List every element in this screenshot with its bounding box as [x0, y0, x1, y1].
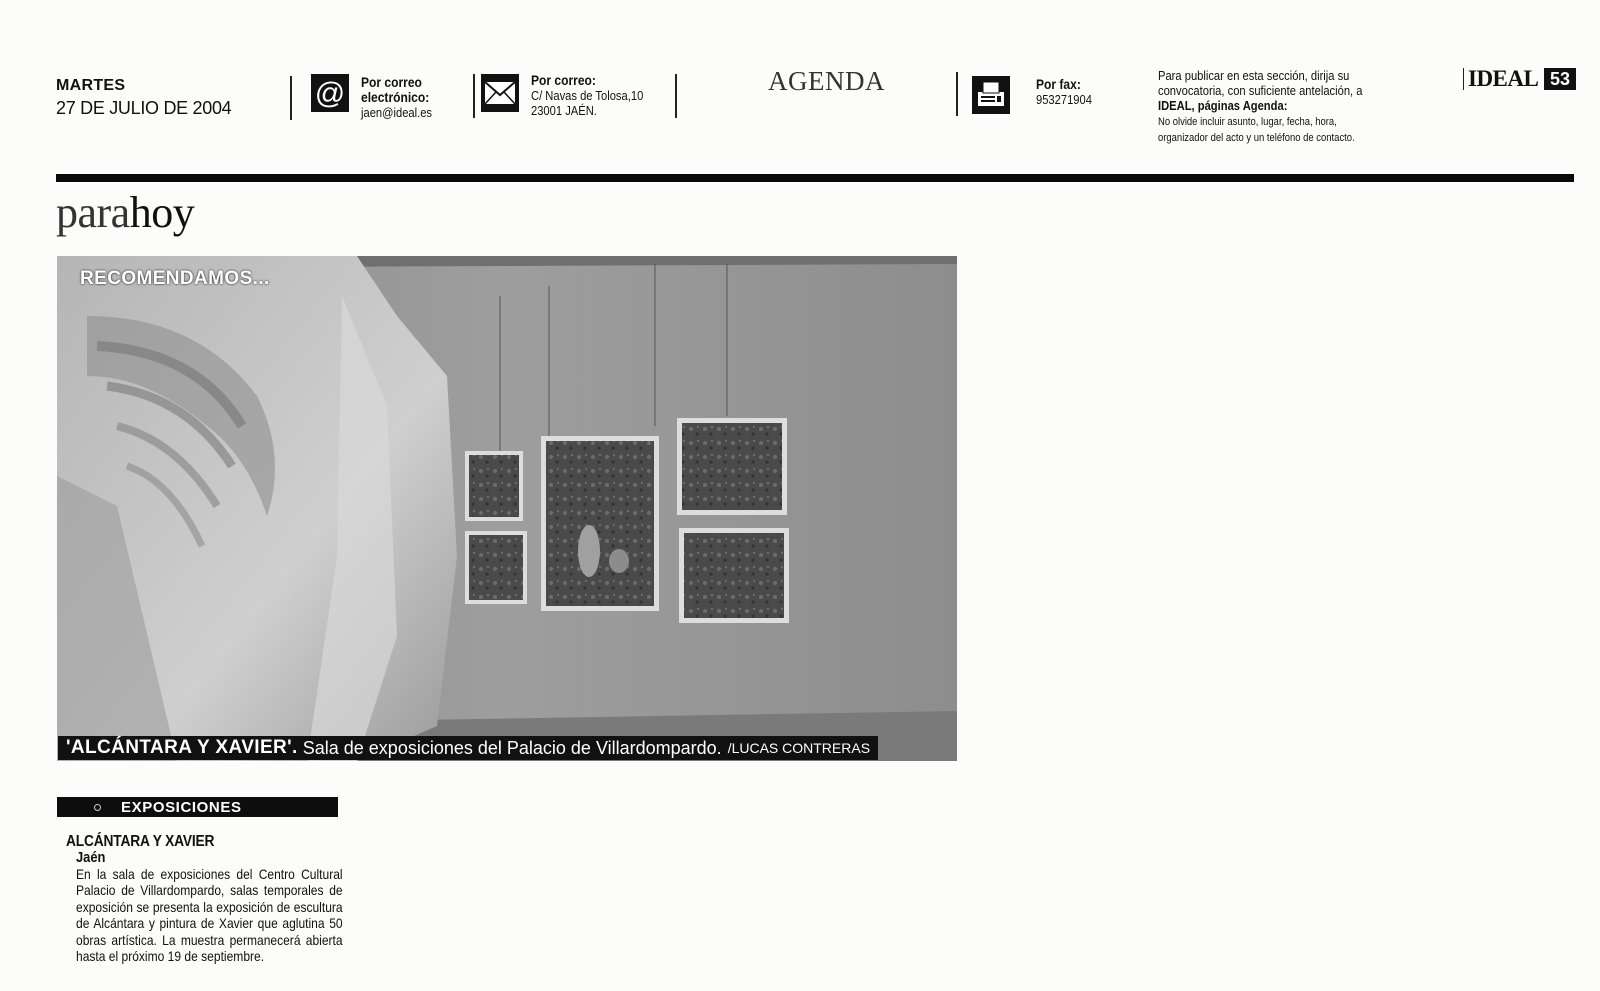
- exhibition-photo: [57, 256, 957, 761]
- photo-kicker: RECOMENDAMOS...: [80, 268, 270, 289]
- instructions-line: convocatoria, con suficiente antelación, a: [1158, 83, 1363, 98]
- article-title: ALCÁNTARA Y XAVIER: [66, 833, 215, 850]
- section-title-part1: para: [56, 188, 130, 237]
- section-title: [56, 188, 194, 238]
- article-location: Jaén: [76, 849, 106, 866]
- publishing-instructions: [1158, 68, 1362, 145]
- svg-text:@: @: [314, 77, 346, 110]
- mail-address-line2: 23001 JAÉN.: [531, 103, 597, 118]
- bullet-icon: [94, 804, 101, 811]
- section-title-part2: hoy: [129, 188, 195, 237]
- fax-number: 953271904: [1036, 92, 1092, 107]
- email-contact: [361, 75, 432, 120]
- sculpture: [57, 256, 457, 761]
- header-divider: [473, 74, 475, 118]
- section-heading: AGENDA: [768, 66, 885, 96]
- category-label: EXPOSICIONES: [121, 798, 242, 816]
- photo-caption: [58, 736, 878, 760]
- header-divider: [956, 72, 958, 116]
- envelope-icon: [481, 74, 519, 112]
- brand-divider: [1463, 68, 1464, 90]
- fax-contact: [1036, 77, 1092, 107]
- photo-credit: /LUCAS CONTRERAS: [727, 740, 871, 756]
- header-divider: [675, 74, 677, 118]
- mail-address-line1: C/ Navas de Tolosa,10: [531, 88, 644, 103]
- instructions-line: IDEAL, páginas Agenda:: [1158, 98, 1288, 113]
- painting: [679, 528, 789, 623]
- fax-icon: [972, 76, 1010, 114]
- painting: [465, 451, 523, 521]
- instructions-line: Para publicar en esta sección, dirija su: [1158, 68, 1350, 83]
- mail-label: Por correo:: [531, 72, 596, 88]
- category-bar: [57, 797, 338, 817]
- instructions-line: No olvide incluir asunto, lugar, fecha, hora,: [1158, 116, 1337, 128]
- article-body: En la sala de exposiciones del Centro Cultural Palacio de Villardompardo, salas temporales de exposición se presenta la exposición de escultura de Alcántara y pintura de Xavier que aglutina 50 obras artística. La muestra permanecerá abierta hasta el próximo 19 de septiembre.: [76, 866, 343, 965]
- email-label-1: Por correo: [361, 74, 422, 90]
- mail-contact: [531, 73, 643, 118]
- weekday: MARTES: [56, 77, 126, 94]
- instructions-line: organizador del acto y un teléfono de contacto.: [1158, 132, 1355, 144]
- caption-text: Sala de exposiciones del Palacio de Villardompardo.: [302, 737, 722, 758]
- email-icon: [311, 74, 349, 112]
- painting: [677, 418, 787, 515]
- page-number: 53: [1544, 68, 1576, 90]
- email-address[interactable]: jaen@ideal.es: [361, 105, 433, 120]
- caption-title: 'ALCÁNTARA Y XAVIER'.: [66, 737, 298, 758]
- fax-label: Por fax:: [1036, 76, 1081, 92]
- painting: [465, 531, 527, 604]
- issue-date: 27 DE JULIO DE 2004: [56, 98, 232, 118]
- painting: [541, 436, 659, 611]
- email-label-2: electrónico:: [361, 89, 430, 105]
- newspaper-logo: IDEAL: [1468, 66, 1539, 91]
- header-divider: [290, 76, 292, 120]
- header-rule: [56, 174, 1574, 182]
